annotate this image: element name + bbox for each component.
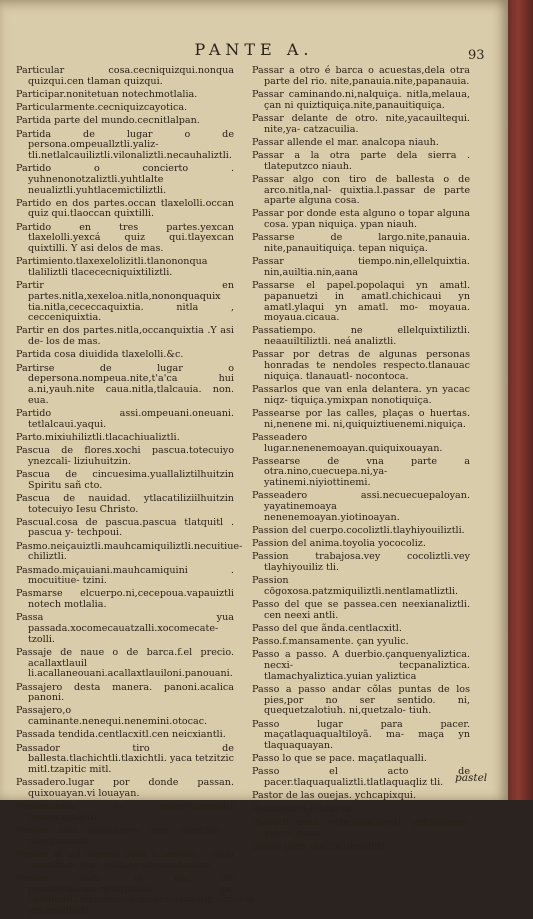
dictionary-entry: Passar caminando.ni,nalquiça. nitla,melaua, çan ni quiztiquiça.nite,panauitiquiça.: [252, 88, 470, 111]
dictionary-entry: Pastorear.n,ichcapia.: [252, 803, 354, 815]
dictionary-entry: Passar a otro é barca o acuestas,dela otra parte del rio. nite,panauia.nite,papanauia.: [252, 65, 470, 87]
dictionary-entry: Pastoril cosa. ychcapixcayotl. ychcapixqui ytech- poui.: [252, 816, 470, 839]
dictionary-entry: Passar a la otra parte dela sierra . tlateputzco niauh.: [252, 149, 470, 172]
dictionary-entry: Partir en partes.nitla,xexeloa.nitla,nononquaquix tia.nitla,cececcaquixtia. nitla , cecceniquixtia.: [16, 280, 234, 324]
dictionary-entry: Pascua de nauidad. ytlacatiliziilhuitzin totecuiyo Iesu Christo.: [16, 492, 234, 515]
dictionary-entry: Pasmado.miçauiani.mauhcamiquini . mocuitiue- tzini.: [16, 564, 234, 587]
dictionary-entry: Passar algo con tiro de ballesta o de arco.nitla,nal- quixtia.l.passar de parte aparte alguna cosa.: [252, 173, 470, 207]
dictionary-entry: Passo.f.mansamente. çan yyulic.: [252, 636, 409, 648]
dictionary-entry: Passar al sol alguna cosa o asolear . nitla ,tonalhua- tza . nitla,tonalquauhuatza.: [16, 848, 234, 871]
dictionary-entry: Passo a passo andar cõlas puntas de los pies,por no ser sentido. ni, quequetzalotiuh. ni,quetzalo- tiuh.: [252, 684, 470, 717]
dictionary-entry: Passo del que se passea.cen neexianaliztli. cen neexi antli.: [252, 599, 470, 621]
dictionary-entry: Passo lugar para pacer. maçatlaquaqualtiloyã. ma- maça yn tlaquaquayan.: [252, 718, 470, 752]
dictionary-entry: Passador tiro de ballesta.tlachichtli.tlaxichtli. yaca tetzitzic mitl.tzapitic mitl.: [16, 742, 234, 775]
dictionary-entry: Partido assi.ompeuani.oneuani. tetlalcaui.yaqui.: [16, 407, 234, 430]
dictionary-entry: Partido o concierto . yuhnenonotzaliztli.yuhtlalte neualiztli.yuhtlacemictiliztli.: [16, 163, 234, 196]
dictionary-entry: Partida de lugar o de persona.ompeuallztli.yaliz-tli.netlalcauiliztli.vilonaliztli.necauhaliztli.: [16, 128, 234, 161]
dictionary-entry: Partido en tres partes.yexcan tlaxelolli.yexcá quiz qui.tlayexcan quixtilli. Y asi delos de mas.: [16, 221, 234, 255]
dictionary-entry: Passarlos que van enla delantera. yn yacac niqz- tiquiça.ymixpan nonotiquiça.: [252, 383, 470, 406]
dictionary-entry: Partido en dos partes.occan tlaxelolli.occan quiz qui.tlaoccan quixtilli.: [16, 197, 234, 220]
dictionary-entry: Passada tendida.centlacxitl.cen neicxiantli.: [16, 729, 226, 741]
dictionary-entry: Passar allende el mar. analcopa niauh.: [252, 136, 439, 148]
dictionary-entry: Passar por detras de algunas personas honradas te nendoles respecto.tlanauac niquiça. tlanauatl- nocontoca.: [252, 349, 470, 382]
dictionary-entry: Passajero,o caminante.nenequi.nenemini.otocac.: [16, 705, 208, 728]
dictionary-entry: Participar.nonitetuan notechmotlalia.: [16, 88, 198, 100]
dictionary-entry: Passadero.lugar por donde passan. quixouayan.vi louayan.: [16, 777, 234, 799]
dictionary-entry: Partimiento.tlaxexelolizitli.tlanononqua tlaliliztli tlacececniquixtiliztli.: [16, 256, 208, 278]
dictionary-entry: Pastor de las ouejas. ychcapixqui.: [252, 790, 417, 802]
dictionary-entry: Passearse por las calles, plaças o huertas. ni,nenene mi. ni,quiquiztiuenemi.niquiça.: [252, 407, 470, 430]
dictionary-entry: Passeadero lugar.nenenemoayan.quiquixouayan.: [252, 431, 443, 454]
dictionary-entry: Particularmente.cecniquizcayotica.: [16, 102, 188, 114]
right-column: [252, 66, 470, 855]
dictionary-entry: Passarse el papel.popolaqui yn amatl. papanuetzi in amatl.chichicaui yn amatl.ylaqui yn amatl. mo- moyaua. moyaua.cicaua.: [252, 280, 470, 324]
dictionary-entry: Pascual.cosa de pascua.pascua tlatquitl . pascua y- techpoui.: [16, 516, 234, 539]
page-number: 93: [468, 48, 485, 63]
dictionary-entry: Passion trabajosa.vey cocoliztli.vey tlayhiyouiliz tli.: [252, 551, 470, 574]
dictionary-entry: Partida cosa diuidida tlaxelolli.&c.: [16, 349, 184, 361]
dictionary-entry: Parto.mixiuhiliztli.tlacachiualiztli.: [16, 431, 180, 443]
dictionary-entry: Passajero desta manera. panoni.acalica panoni.: [16, 681, 234, 704]
book-edge: [508, 0, 533, 800]
dictionary-entry: Passatiempo. ne ellelquixtiliztli. neaauiltiliztli. neá analiztli.: [252, 325, 470, 348]
dictionary-entry: Passar delante de otro. nite,yacauiltequi. nite,ya- catzacuilia.: [252, 112, 470, 135]
dictionary-entry: Passar tiempo.nin,ellelquixtia. nin,auiltia.nin,aana: [252, 256, 470, 278]
dictionary-entry: Passo a passo. A duerbio.çanquenyaliztica. necxi- tecpanaliztica. tlamachyaliztica.yuian yaliztica: [252, 649, 470, 682]
running-head: PANTE A.: [194, 40, 314, 59]
dictionary-entry: Passaje de naue o de barca.f.el precio. acallaxtlauil li.acallaneouani.acallaxtlauiloni.panouani.: [16, 646, 234, 680]
dictionary-entry: Pasmo.neiçauiztli.mauhcamiquiliztli.necuitiue- chiliztli.: [16, 540, 243, 563]
dictionary-entry: Passar alos delanteros que caminan . nite,panauia.: [16, 825, 234, 847]
dictionary-entry: Partirse de lugar o depersona.nompeua.nite,t'a'ca hui a.ni,yauh.nite caua.nitla,tlalcauia. non. eua.: [16, 362, 234, 406]
dictionary-entry: Passion del cuerpo.cocoliztli.tlayhiyouiliztli.: [252, 524, 465, 536]
dictionary-entry: Passo lo que se pace. maçatlaqualli.: [252, 753, 427, 765]
dictionary-entry: Particular cosa.cecniquizqui.nonqua quizqui.cen tlaman quizqui.: [16, 65, 234, 87]
dictionary-entry: Passeadero assi.necuecuepaloyan. yayatinemoaya nenenemoayan.yiotinoayan.: [252, 490, 470, 523]
dictionary-entry: Passearse de vna parte a otra.nino,cuecuepa.ni,ya- yatinemi.niyiottinemi.: [252, 455, 470, 489]
dictionary-entry: Passo del que ãnda.centlacxitl.: [252, 623, 402, 635]
dictionary-entry: Passa yua passada.xocomecauatzalli.xocomecate- tzolli.: [16, 612, 234, 645]
dictionary-entry: Pascua de flores.xochi pascua.totecuiyo ynezcali- liziuhuitzin.: [16, 445, 234, 467]
dictionary-entry: Passar por donde esta alguno o topar alguna cosa. ypan niquiça. ypan niauh.: [252, 208, 470, 231]
dictionary-entry: Pascua de cincuesima.yuallaliztilhuitzin Spiritu sañ cto.: [16, 468, 234, 491]
dictionary-entry: Passarse de largo.nite,panauia. nite,panauitiquiça. tepan niquiça.: [252, 232, 470, 255]
dictionary-entry: Partida parte del mundo.cecnitlalpan.: [16, 115, 200, 127]
dictionary-entry: Passion del anima.toyolia yococoliz.: [252, 538, 426, 550]
dictionary-entry: Passar todo el dia fin proueccho.nic,nenquixtia yn- cemilhuitl.nicnencaua.nicnentlaça.nic,nêpoloa. yncemilhuitl.: [16, 872, 257, 916]
dictionary-entry: Passion cōgoxosa.patzmiquiliztli.nentlamatliztli.: [252, 575, 459, 597]
dictionary-entry: Passo el acto de pacer.tlaquaqualiztli.tlatlaquaqliz tli.: [252, 766, 470, 789]
dictionary-entry: Pasmarse elcuerpo.ni,cecepoua.vapauiztli notech motlalia.: [16, 588, 234, 611]
dictionary-entry: Passamiento de muerte.nemiliz tzunquiçaliztli.: [16, 801, 234, 823]
dictionary-entry: Partir en dos partes.nitla,occanquixtia .Y asi de- los de mas.: [16, 325, 234, 348]
left-column: [16, 65, 257, 919]
catchword: pastel: [455, 772, 488, 784]
dictionary-entry: pastel para tenir.xiuhquilitl.: [252, 840, 388, 852]
